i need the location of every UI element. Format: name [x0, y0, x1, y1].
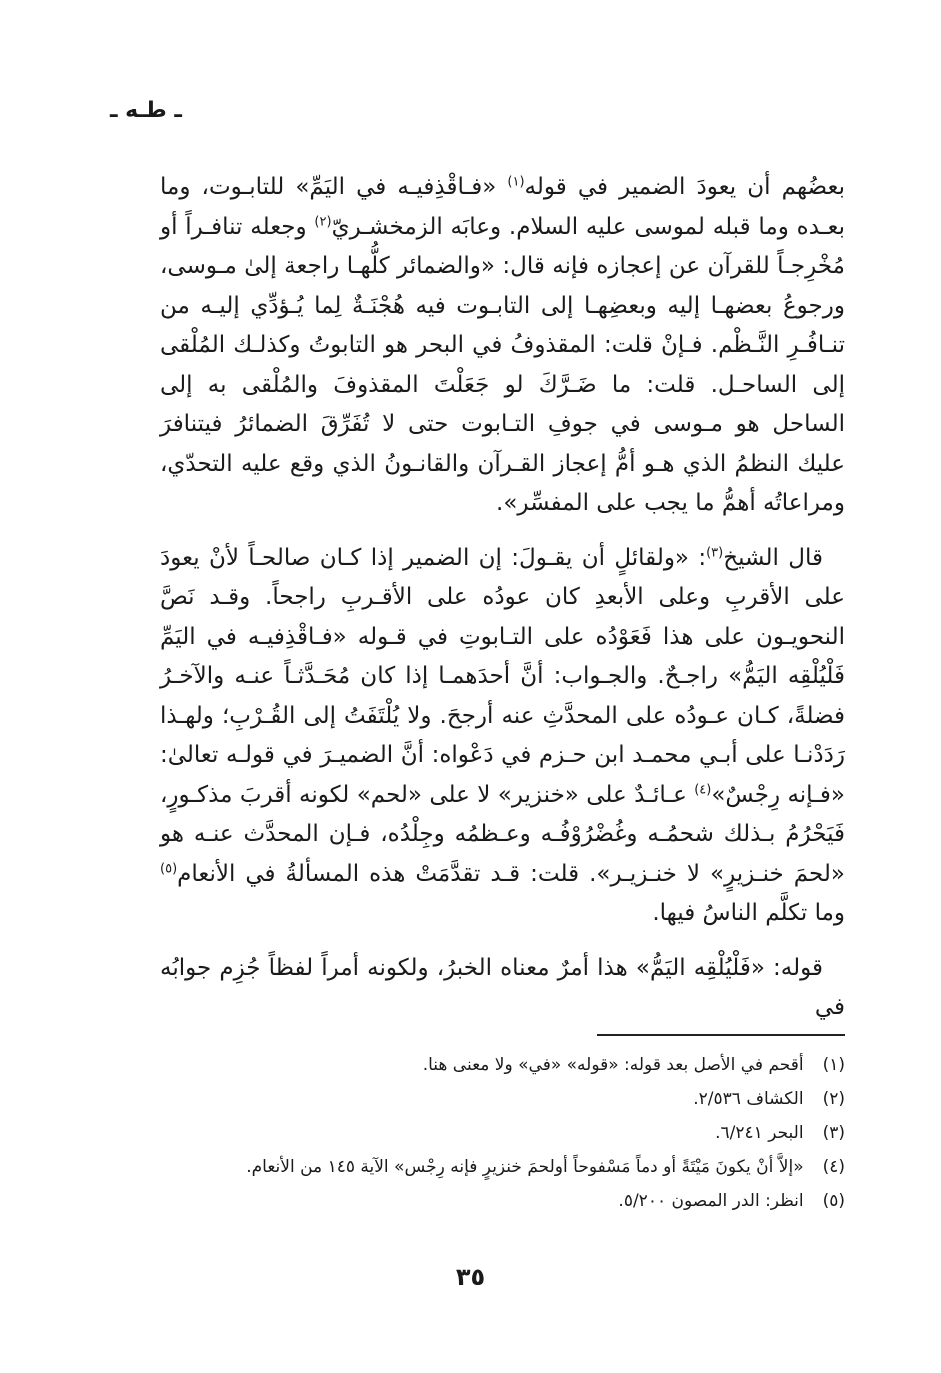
paragraph-text: قوله: «فَلْيُلْقِه اليَمُّ» هذا أمرٌ معناه الخبرُ، ولكونه أمراً لفظاً جُزِم جوابُه في: [160, 954, 845, 1020]
footnote-number: (٥): [822, 1191, 845, 1211]
footnote-text: البحر ٦/٢٤١.: [715, 1123, 804, 1143]
paragraph-text: وجعله تنافـراً أو مُخْرِجـاً للقرآن عن إعجازه فإنه قال: «والضمائر كلُّهـا راجعة إلىٰ مـوسى، ورجوعُ بعضهـا إليه وبعضِهـا إلى التابـوت فيه هُجْنَـةٌ لِما يُـؤدِّي إليـه من تنـافُـرِ النَّـظْم. فـإنْ قلت: المقذوفُ في البحر هو التابوتُ وكذلـك المُلْقى إلى الساحـل. قلت: ما ضَـرَّكَ لو جَعَلْتَ المقذوفَ والمُلْقى به إلى الساحل هو مـوسى في جوفِ التـابوت حتى لا تُفَرِّقَ الضمائرُ فيتنافرَ عليك النظمُ الذي هـو أمُّ إعجاز القـرآن والقانـونُ الذي وقع عليه التحدّي، ومراعاتُه أهمُّ ما يجب على المفسِّر».: [160, 213, 845, 516]
footnote-5: [165, 1184, 845, 1218]
paragraph-text: قال الشيخ: [723, 544, 823, 571]
footnote-number: (١): [822, 1055, 845, 1075]
footnote-ref-3[interactable]: (٣): [706, 544, 724, 560]
page-number: ٣٥: [455, 1263, 486, 1291]
footnote-text: انظر: الدر المصون ٥/٢٠٠.: [618, 1191, 804, 1211]
footnote-1: [165, 1048, 845, 1082]
footnote-text: أقحم في الأصل بعد قوله: «قوله» «في» ولا معنى هنا.: [422, 1055, 804, 1075]
paragraph-2: [160, 539, 845, 934]
footnote-3: [165, 1116, 845, 1150]
footnote-text: الكشاف ٢/٥٣٦.: [693, 1089, 804, 1109]
paragraph-text: بعضُهم أن يعودَ الضمير في قوله: [524, 174, 845, 200]
footnote-number: (٤): [822, 1157, 845, 1177]
footnote-ref-5[interactable]: (٥): [160, 860, 178, 876]
paragraph-1: [160, 168, 845, 524]
paragraph-text: وما تكلَّم الناسُ فيها.: [652, 900, 845, 926]
paragraph-text: : «ولقائلٍ أن يقـولَ: إن الضمير إذا كـان صالحـاً لأنْ يعودَ على الأقربِ وعلى الأبعدِ كان عودُه على الأقـربِ راجحاً. وقـد نَصَّ النحويـون على هذا فَعَوْدُه على التـابوتِ في قـوله «فـاقْذِفيـه في اليَمِّ فَلْيُلْقِه اليَمُّ» راجـحٌ. والجـواب: أنَّ أحدَهمـا إذا كان مُحَـدَّثـاً عنـه والآخـرُ فضلةً، كـان عـودُه على المحدَّثِ عنه أرجحَ. ولا يُلْتَفَتُ إلى القُـرْبِ؛ ولهـذا رَدَدْنـا على أبـي محمـد ابن حـزم في دَعْواه: أنَّ الضميـرَ في قولـه تعالىٰ: «فـإنه رِجْسٌ»: [160, 544, 845, 808]
footnote-ref-4[interactable]: (٤): [694, 781, 712, 797]
footnote-number: (٣): [822, 1123, 845, 1143]
footnotes: [165, 1048, 845, 1218]
paragraph-text: «فـاقْذِفيـه في اليَمِّ» للتابـوت، وما بعـده وما قبله لموسى عليه السلام. وعابَه الزمخشـريّ: [160, 174, 845, 240]
footnote-4: [165, 1150, 845, 1184]
footnote-separator: [597, 1034, 845, 1036]
footnote-ref-1[interactable]: (١): [507, 174, 525, 190]
paragraph-text: عـائـدٌ على «خنزير» لا على «لحم» لكونه أقربَ مذكـورٍ، فَيَحْرُمُ بـذلك شحمُـه وغُضْرُوْفُـه وعـظمُه وجِلْدُه، فـإن المحدَّث عنـه هو «لحمَ خنـزيرٍ» لا خنـزيـر». قلت: قـد تقدَّمَتْ هذه المسألةُ في الأنعام: [160, 781, 845, 887]
footnote-text: «إلاَّ أنْ يكونَ مَيْتَةً أو دماً مَسْفوحاً أولحمَ خنزيرٍ فإنه رِجْس» الآية ١٤٥ من الأنعام.: [246, 1157, 804, 1177]
footnote-ref-2[interactable]: (٢): [314, 213, 332, 229]
footnote-number: (٢): [822, 1089, 845, 1109]
footnote-2: [165, 1082, 845, 1116]
main-text: [160, 168, 845, 1028]
running-head: ـ طـه ـ: [110, 98, 182, 123]
paragraph-3: [160, 949, 845, 1028]
